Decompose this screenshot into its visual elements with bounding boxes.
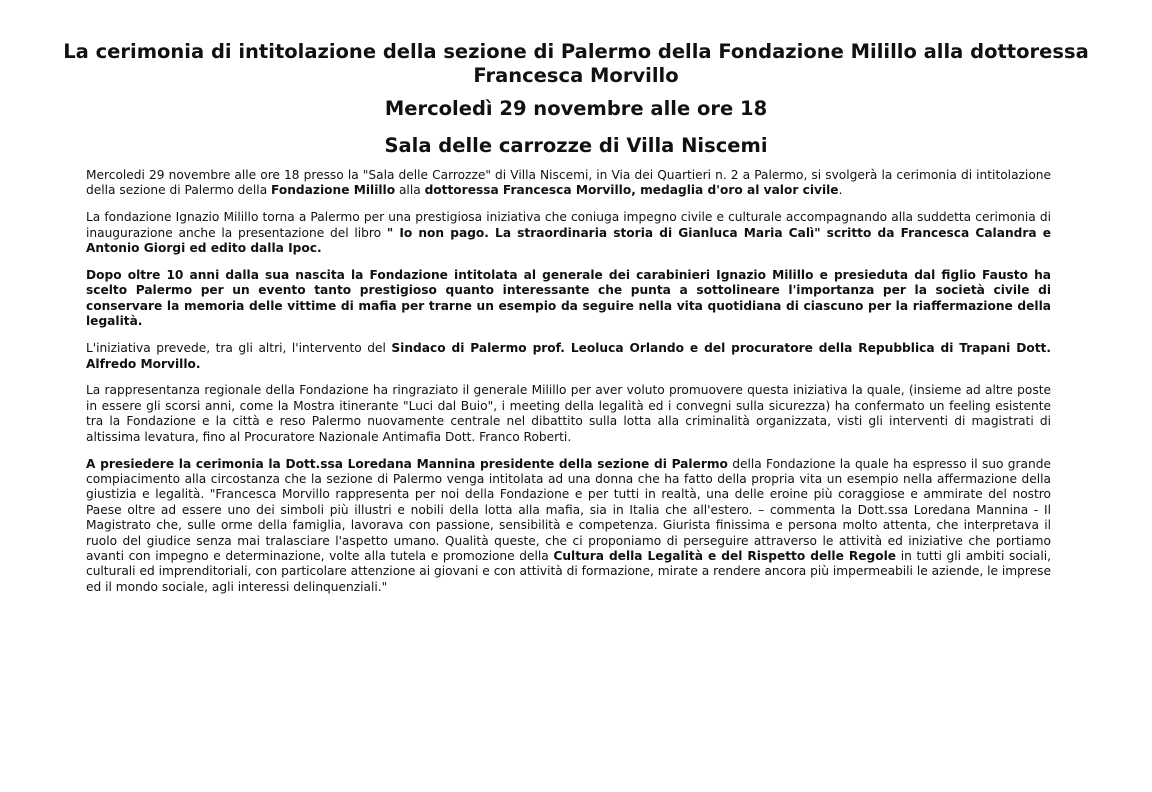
paragraph-speakers <box>86 341 1051 372</box>
event-venue: Sala delle carrozze di Villa Niscemi <box>384 134 768 157</box>
event-date: Mercoledì 29 novembre alle ore 18 <box>384 97 768 120</box>
text-run-bold: dottoressa Francesca Morvillo, medaglia d'oro al valor civile <box>424 183 839 198</box>
text-run-bold: " Io non pago. La straordinaria storia di Gianluca Maria Calì" scritto da Francesca Calandra e Antonio Giorgi ed edito dalla Ipoc. <box>86 225 1051 256</box>
page-title: La cerimonia di intitolazione della sezione di Palermo della Fondazione Milillo alla dottoressa Francesca Morvillo <box>63 40 1089 87</box>
text-run: alla <box>395 183 425 198</box>
paragraph-foundation: Dopo oltre 10 anni dalla sua nascita la Fondazione intitolata al generale dei carabinieri Ignazio Milillo e presieduta dal figlio Fausto ha scelto Palermo per un evento tanto prestigioso quanto interessante che punta a sottolineare l'importanza per la società civile di conservare la memoria delle vittime di mafia per trarne un esempio da seguire nella vita quotidiana di ciascuno per la riaffermazione della legalità. <box>86 268 1051 329</box>
text-run-bold: Sindaco di Palermo prof. Leoluca Orlando e del procuratore della Repubblica di Trapani Dott. Alfredo Morvillo. <box>86 341 1051 371</box>
text-run-bold: Fondazione Milillo <box>271 183 396 198</box>
paragraph-president-quote <box>86 457 1051 596</box>
text-run: . <box>838 183 843 198</box>
text-run-bold: Cultura della Legalità e del Rispetto delle Regole <box>553 549 897 564</box>
text-run: in tutti gli ambiti sociali, culturali ed imprenditoriali, con particolare attenzione ai giovani e con attività di formazione, mirate a rendere ancora più impermeabili le aziende, le imprese ed il mondo sociale, agli interessi delinquenziali." <box>86 549 1051 594</box>
text-run: La fondazione Ignazio Milillo torna a Palermo per una prestigiosa iniziativa che coniuga impegno civile e culturale accompagnando alla suddetta cerimonia di inaugurazione anche la presentazione del libro <box>86 210 1051 240</box>
article-body <box>86 168 1051 607</box>
text-run: L'iniziativa prevede, tra gli altri, l'intervento del <box>86 341 392 356</box>
paragraph-announcement <box>86 168 1051 199</box>
text-run: della Fondazione la quale ha espresso il suo grande compiacimento alla circostanza che la sezione di Palermo venga intitolata ad una donna che ha fatto della propria vita un esempio nella affermazione della giustizia e legalità. "Francesca Morvillo rappresenta per noi della Fondazione e per tutti in realtà, una delle eroine più coraggiose e ammirate del nostro Paese oltre ad essere uno dei simboli più illustri e nobili della lotta alla mafia, sia in Italia che all'estero. – commenta la Dott.ssa Loredana Mannina - Il Magistrato che, sulle orme della famiglia, lavorava con passione, sensibilità e competenza. Giurista finissima e persona molto attenta, che interpretava il ruolo del giudice senza mai tralasciare l'aspetto umano. Qualità queste, che ci proponiamo di perseguire attraverso le attività ed iniziative che portiamo avanti con impegno e determinazione, volte alla tutela e promozione della <box>86 456 1051 564</box>
paragraph-thanks: La rappresentanza regionale della Fondazione ha ringraziato il generale Milillo per aver voluto promuovere questa iniziativa la quale, (insieme ad altre poste in essere gli scorsi anni, come la Mostra itinerante "Luci dal Buio", i meeting della legalità ed i convegni sulla sicurezza) ha confermato un feeling esistente tra la Fondazione e la città e reso Palermo nuovamente centrale nel dibattito sulla lotta alla criminalità organizzata, visti gli interventi di magistrati di altissima levatura, fino al Procuratore Nazionale Antimafia Dott. Franco Roberti. <box>86 383 1051 444</box>
text-run-bold: A presiedere la cerimonia la Dott.ssa Loredana Mannina presidente della sezione di Palermo <box>86 456 728 471</box>
paragraph-book-presentation <box>86 210 1051 256</box>
text-run: Mercoledi 29 novembre alle ore 18 presso la "Sala delle Carrozze" di Villa Niscemi, in Via dei Quartieri n. 2 a Palermo, si svolgerà la cerimonia di intitolazione della sezione di Palermo della <box>86 168 1051 198</box>
